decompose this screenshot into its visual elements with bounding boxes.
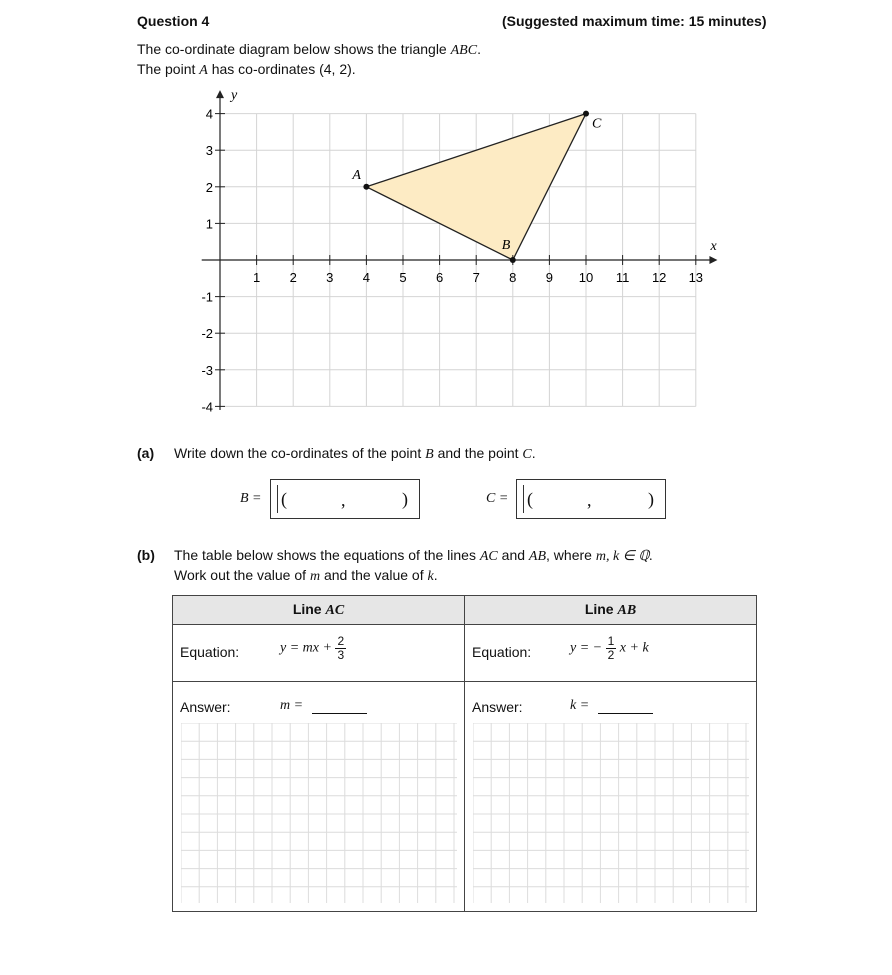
c-box-divider <box>523 485 524 513</box>
y-axis-arrow <box>216 90 224 98</box>
equation-label-ab: Equation: <box>472 644 532 660</box>
x-tick-label: 4 <box>362 270 371 285</box>
b-close-paren: ) <box>402 489 408 509</box>
x-tick-label: 6 <box>435 270 444 285</box>
m-answer-label: m = <box>280 698 304 713</box>
vertex-a-label: A <box>352 167 361 183</box>
b-open-paren: ( <box>281 489 287 509</box>
x-tick-label: 5 <box>399 270 407 285</box>
point-b-answer-box[interactable] <box>270 479 420 519</box>
var-k: k <box>427 569 434 584</box>
fraction-ab-denominator: 2 <box>607 648 615 662</box>
y-tick-label: -1 <box>201 289 213 305</box>
part-b-text-2-end: . <box>433 567 438 583</box>
var-m: m <box>309 569 321 584</box>
lines-table <box>172 595 757 912</box>
line-ab-name: AB <box>528 549 547 564</box>
question-title: Question 4 <box>137 13 210 29</box>
equation-ab-right: x + k <box>619 640 649 656</box>
header-line-ab <box>465 596 757 625</box>
line-ac-name: AC <box>479 549 498 564</box>
x-tick-label: 2 <box>289 270 297 285</box>
part-a-text-mid: and the point <box>437 445 519 461</box>
vertex-b-point <box>510 257 516 263</box>
x-axis-label: x <box>710 239 717 254</box>
answer-cell-ac[interactable] <box>173 682 465 912</box>
vertex-c-label: C <box>592 116 602 132</box>
answer-label-ab: Answer: <box>472 699 523 715</box>
y-tick-label: 3 <box>205 143 213 159</box>
triangle-name: ABC <box>450 43 478 58</box>
part-a-question <box>174 445 536 463</box>
fraction-ac-denominator: 3 <box>337 648 345 662</box>
b-comma: , <box>341 490 346 510</box>
x-tick-label: 3 <box>326 270 334 285</box>
b-equals-label: B = <box>240 491 262 506</box>
part-b-text-2-mid: and the value of <box>323 567 424 583</box>
part-b-row <box>137 547 155 563</box>
set-membership: m, k ∈ ℚ. <box>595 549 653 564</box>
header-ab-prefix: Line <box>584 601 614 617</box>
equation-ac <box>280 635 346 662</box>
y-tick-label: 2 <box>205 179 213 195</box>
answer-cell-ab[interactable] <box>465 682 757 912</box>
x-tick-label: 7 <box>472 270 480 285</box>
equation-cell-ab <box>465 625 757 682</box>
equation-cell-ac <box>173 625 465 682</box>
part-b-line-1 <box>174 547 653 565</box>
c-equals-label: C = <box>486 491 509 506</box>
x-axis-arrow <box>709 256 717 264</box>
vertex-b-label: B <box>501 238 511 253</box>
part-b-label: (b) <box>137 547 155 563</box>
x-tick-label: 1 <box>252 270 261 285</box>
header-ac-prefix: Line <box>292 601 322 617</box>
equation-ab-left: y = − <box>570 640 603 656</box>
fraction-two-thirds <box>335 635 346 662</box>
part-b-line-2 <box>174 567 438 585</box>
point-c-answer-box[interactable] <box>516 479 666 519</box>
y-tick-label: -4 <box>201 399 213 415</box>
vertex-a-point <box>363 184 369 190</box>
y-axis-label: y <box>231 87 238 103</box>
c-open-paren: ( <box>527 489 533 509</box>
part-a-var-c: C <box>522 447 532 462</box>
intro-text-2b: has co-ordinates (4, 2). <box>211 61 356 77</box>
y-tick-label: 1 <box>205 216 213 232</box>
fraction-one-half <box>606 635 617 662</box>
point-a-name: A <box>199 63 208 78</box>
working-grid-ac <box>181 723 457 903</box>
part-b-text-2: Work out the value of <box>174 567 307 583</box>
part-b-and: and <box>501 547 526 563</box>
fraction-ab-numerator: 1 <box>607 634 615 648</box>
part-a-var-b: B <box>425 447 434 462</box>
intro-text-2a: The point <box>137 61 196 77</box>
x-tick-label: 12 <box>651 270 667 285</box>
header-ac-var: AC <box>325 603 345 618</box>
intro-text: The co-ordinate diagram below shows the triangle <box>137 41 447 57</box>
k-answer-label: k = <box>570 698 590 713</box>
equation-ab <box>570 635 649 662</box>
equation-ac-left: y = mx + <box>280 640 332 656</box>
header-line-ac <box>173 596 465 625</box>
working-grid-ab <box>473 723 749 903</box>
fraction-ac-numerator: 2 <box>337 634 345 648</box>
equation-label-ac: Equation: <box>180 644 240 660</box>
x-tick-label: 13 <box>688 270 704 285</box>
c-close-paren: ) <box>648 489 654 509</box>
c-comma: , <box>587 490 592 510</box>
b-box-divider <box>277 485 278 513</box>
k-answer-blank[interactable] <box>598 713 653 714</box>
part-a-text-start: Write down the co-ordinates of the point <box>174 445 422 461</box>
time-note: (Suggested maximum time: 15 minutes) <box>502 13 767 29</box>
x-tick-label: 11 <box>615 270 630 285</box>
x-tick-label: 9 <box>545 270 554 285</box>
vertex-c-point <box>583 111 589 117</box>
part-a-row <box>137 445 154 461</box>
header-ab-var: AB <box>617 603 637 618</box>
y-tick-label: 4 <box>205 106 213 122</box>
x-tick-label: 10 <box>578 270 594 285</box>
m-answer-blank[interactable] <box>312 713 367 714</box>
part-b-where: , where <box>546 547 592 563</box>
x-tick-label: 8 <box>509 270 517 285</box>
y-tick-label: -3 <box>201 362 213 378</box>
part-a-label: (a) <box>137 445 155 461</box>
part-a-text-end: . <box>531 445 536 461</box>
part-b-text-1: The table below shows the equations of the lines <box>174 547 476 563</box>
intro-period: . <box>477 41 481 57</box>
answer-label-ac: Answer: <box>180 699 231 715</box>
y-tick-label: -2 <box>201 326 213 342</box>
